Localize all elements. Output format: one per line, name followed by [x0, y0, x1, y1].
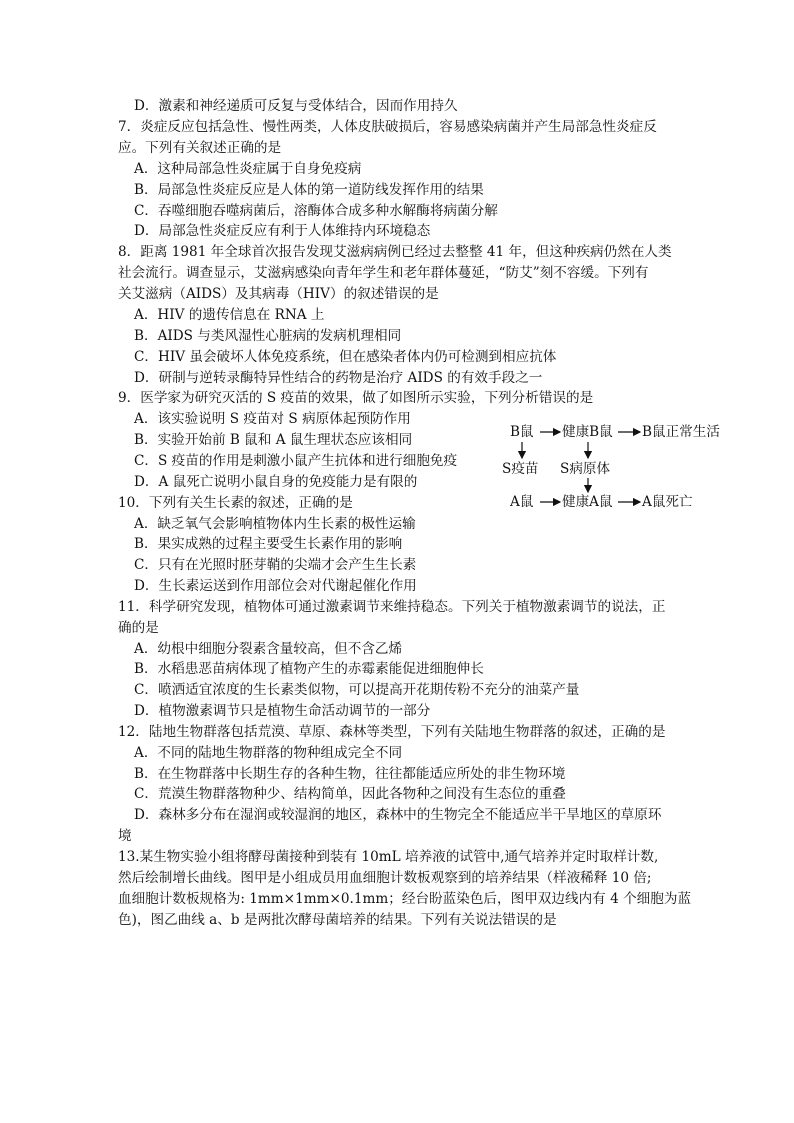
vaccine-experiment-diagram — [498, 420, 738, 520]
question-8-line-2: 社会流行。调查显示，艾滋病感染向青年学生和老年群体蔓延，“防艾”刻不容缓。下列有 — [118, 265, 649, 281]
question-11-line-2: 确的是 — [118, 620, 159, 636]
option-8a: A．HIV 的遗传信息在 RNA 上 — [134, 307, 325, 323]
option-11b: B．水稻患恶苗病体现了植物产生的赤霉素能促进细胞伸长 — [134, 661, 484, 677]
option-12d-line-2: 境 — [118, 828, 132, 844]
a-mouse-label: A鼠 — [510, 494, 534, 510]
option-7c: C．吞噬细胞吞噬病菌后，溶酶体合成多种水解酶将病菌分解 — [134, 203, 498, 219]
option-11d: D．植物激素调节只是植物生命活动调节的一部分 — [134, 703, 431, 719]
option-12b: B．在生物群落中长期生存的各种生物，往往都能适应所处的非生物环境 — [134, 766, 566, 782]
option-7a: A．这种局部急性炎症属于自身免疫病 — [134, 161, 362, 177]
option-9d: D．A 鼠死亡说明小鼠自身的免疫能力是有限的 — [134, 474, 418, 490]
option-11a: A．幼根中细胞分裂素含量较高，但不含乙烯 — [134, 641, 403, 657]
question-7-line-2: 应。下列有关叙述正确的是 — [118, 140, 282, 156]
option-7d: D．局部急性炎症反应有利于人体维持内环境稳态 — [134, 223, 431, 239]
question-10-line-1: 10．下列有关生长素的叙述，正确的是 — [118, 495, 353, 511]
option-12a: A．不同的陆地生物群落的物种组成完全不同 — [134, 745, 403, 761]
option-7b: B．局部急性炎症反应是人体的第一道防线发挥作用的结果 — [134, 182, 484, 198]
option-12c: C．荒漠生物群落物种少、结构简单，因此各物种之间没有生态位的重叠 — [134, 786, 566, 802]
question-8-line-3: 关艾滋病（AIDS）及其病毒（HIV）的叙述错误的是 — [118, 286, 439, 302]
question-13-line-2: 然后绘制增长曲线。图甲是小组成员用血细胞计数板观察到的培养结果（样液稀释 10 倍; — [118, 870, 652, 886]
healthy-b-mouse-label: 健康B鼠 — [562, 424, 613, 440]
option-9c: C．S 疫苗的作用是刺激小鼠产生抗体和进行细胞免疫 — [134, 453, 458, 469]
question-8-line-1: 8．距离 1981 年全球首次报告发现艾滋病病例已经过去整整 41 年，但这种疾病仍然在人类 — [118, 244, 672, 260]
option-8c: C．HIV 虽会破坏人体免疫系统，但在感染者体内仍可检测到相应抗体 — [134, 349, 557, 365]
a-mouse-dead-label: A鼠死亡 — [642, 494, 693, 510]
question-7-line-1: 7．炎症反应包括急性、慢性两类，人体皮肤破损后，容易感染病菌并产生局部急性炎症反 — [118, 119, 657, 135]
option-9a: A．该实验说明 S 疫苗对 S 病原体起预防作用 — [134, 411, 411, 427]
s-pathogen-label: S病原体 — [560, 461, 611, 477]
s-vaccine-label: S疫苗 — [502, 461, 539, 477]
question-13-line-1: 13.某生物实验小组将酵母菌接种到装有 10mL 培养液的试管中,通气培养并定时取样计数, — [118, 849, 659, 865]
option-6d: D．激素和神经递质可反复与受体结合，因而作用持久 — [134, 98, 458, 114]
option-10d: D．生长素运送到作用部位会对代谢起催化作用 — [134, 578, 417, 594]
option-9b: B．实验开始前 B 鼠和 A 鼠生理状态应该相同 — [134, 432, 413, 448]
question-11-line-1: 11．科学研究发现，植物体可通过激素调节来维持稳态。下列关于植物激素调节的说法，正 — [118, 599, 666, 615]
b-mouse-label: B鼠 — [510, 424, 534, 440]
option-10c: C．只有在光照时胚芽鞘的尖端才会产生生长素 — [134, 557, 417, 573]
question-13-line-3: 血细胞计数板规格为: 1mm×1mm×0.1mm；经台盼蓝染色后，图甲双边线内有 4 个细胞为蓝 — [118, 891, 692, 907]
option-8d: D．研制与逆转录酶特异性结合的药物是治疗 AIDS 的有效手段之一 — [134, 370, 543, 386]
option-12d-line-1: D．森林多分布在湿润或较湿润的地区，森林中的生物完全不能适应半干旱地区的草原环 — [134, 807, 662, 823]
option-10b: B．果实成熟的过程主要受生长素作用的影响 — [134, 536, 403, 552]
option-8b: B．AIDS 与类风湿性心脏病的发病机理相同 — [134, 328, 402, 344]
question-12-line-1: 12．陆地生物群落包括荒漠、草原、森林等类型，下列有关陆地生物群落的叙述，正确的是 — [118, 724, 666, 740]
option-10a: A．缺乏氧气会影响植物体内生长素的极性运输 — [134, 516, 416, 532]
healthy-a-mouse-label: 健康A鼠 — [562, 494, 613, 510]
option-11c: C．喷洒适宜浓度的生长素类似物，可以提高开花期传粉不充分的油菜产量 — [134, 682, 580, 698]
b-mouse-normal-label: B鼠正常生活 — [642, 424, 720, 440]
question-13-line-4: 色)，图乙曲线 a、b 是两批次酵母菌培养的结果。下列有关说法错误的是 — [118, 912, 557, 928]
question-9-line-1: 9．医学家为研究灭活的 S 疫苗的效果，做了如图所示实验，下列分析错误的是 — [118, 390, 594, 406]
